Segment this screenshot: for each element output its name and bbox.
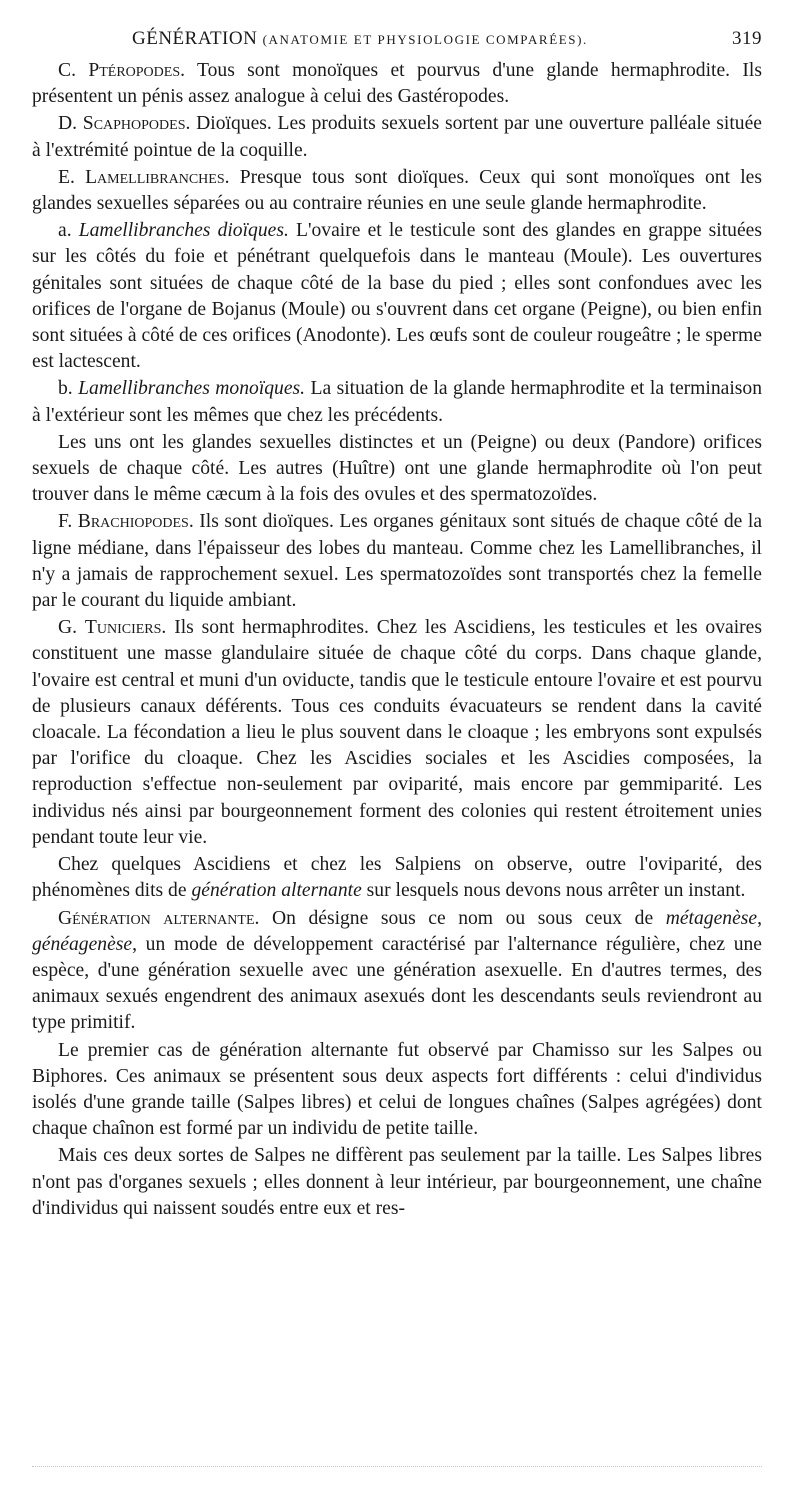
- page-number: 319: [732, 28, 762, 49]
- paragraph-text: Ils sont dioïques. Les organes génitaux sont situés de chaque côté de la ligne médiane, dans l'épaisseur des lobes du manteau. Comme chez les Lamellibranches, il n'y a jamais de rapprochement sexuel. Les spermatozoïdes sont transportés chez la femelle par le courant du liquide ambiant.: [32, 511, 763, 612]
- section-letter: C.: [58, 60, 89, 81]
- paragraph-text: , un mode de développement caractérisé par l'alternance régulière, chez une espèce, d'une génération sexuelle avec une génération asexuelle. En d'autres termes, des animaux sexués engendrent des animaux asexués dont les descendants seuls reviendront au type primitif.: [32, 933, 762, 1034]
- paragraph-lamellibranches-dioiques: [32, 218, 762, 375]
- paragraph-tuniciers: [32, 615, 762, 851]
- paragraph-scaphopodes: [32, 111, 762, 163]
- running-title-main: GÉNÉRATION: [132, 28, 258, 49]
- subsection-letter: a.: [58, 220, 79, 242]
- paragraph-text: sur lesquels nous devons nous arrêter un instant.: [361, 880, 746, 902]
- paragraph-lamellibranches: [32, 165, 762, 217]
- paragraph-text: Le premier cas de génération alternante fut observé par Chamisso sur les Salpes ou Biphores. Ces animaux se présentent sous deux aspects fort différents : celui d'individus isolés d'une grande taille (Salpes libres) et celui de longues chaînes (Salpes agrégées) dont chaque chaînon est formé par un individu de petite taille.: [32, 1039, 762, 1140]
- paragraph-text: ,: [757, 907, 762, 929]
- footer-rule: [32, 1466, 762, 1473]
- italic-term: généagenèse: [32, 933, 133, 955]
- running-title-sub: (ANATOMIE ET PHYSIOLOGIE COMPARÉES).: [262, 32, 588, 47]
- italic-term: métagenèse: [665, 907, 758, 929]
- paragraph-text: La situation de la glande hermaphrodite et la terminaison à l'extérieur sont les mêmes que chez les précédents.: [32, 378, 763, 426]
- italic-term: génération alternante: [191, 880, 362, 902]
- paragraph-text: Mais ces deux sortes de Salpes ne diffèrent pas seulement par la taille. Les Salpes libres n'ont pas d'organes sexuels ; elles donnent à leur intérieur, par bourgeonnement, une chaîne d'individus qui naissent soudés entre eux et res-: [32, 1145, 762, 1219]
- section-heading: Lamellibranches.: [85, 166, 230, 188]
- subsection-heading: Lamellibranches dioïques.: [78, 220, 289, 242]
- paragraph-text: On désigne sous ce nom ou sous ceux de: [259, 907, 666, 929]
- paragraph-text: Presque tous sont dioïques. Ceux qui sont monoïques ont les glandes sexuelles séparées ou au contraire réunies en une seule glande hermaphrodite.: [32, 166, 763, 215]
- paragraph-brachiopodes: [32, 509, 762, 614]
- subsection-letter: b.: [58, 378, 79, 400]
- running-title: [132, 28, 588, 50]
- section-letter: F.: [58, 511, 78, 533]
- paragraph-glandes-sexuelles: [32, 430, 762, 509]
- running-head: [32, 28, 762, 58]
- paragraph-text: Chez quelques Ascidiens et chez les Salpiens on observe, outre l'oviparité, des phénomènes dits de: [32, 854, 762, 902]
- section-letter: D.: [58, 113, 83, 135]
- section-heading: Génération alternante.: [58, 907, 260, 929]
- paragraph-lamellibranches-monoiques: [32, 376, 762, 428]
- paragraph-salpes: [32, 1143, 762, 1222]
- paragraph-text: Les uns ont les glandes sexuelles distinctes et un (Peigne) ou deux (Pandore) orifices sexuels de chaque côté. Les autres (Huître) ont une glande hermaphrodite où l'on peut trouver dans le même cæcum à la fois des ovules et des spermatozoïdes.: [32, 431, 762, 506]
- paragraph-text: L'ovaire et le testicule sont des glandes en grappe situées sur les côtés du foie et pénétrant quelquefois dans le manteau (Moule). Les ouvertures génitales sont situées de chaque côté de la base du pied ; elles sont confondues avec les orifices de l'organe de Bojanus (Moule) ou s'ouvrent dans cet organe (Peigne), ou bien enfin sont situées à côté de ces orifices (Anodonte). Les œufs sont de couleur rougeâtre ; le sperme est lactescent.: [32, 220, 762, 373]
- section-heading: Scaphopodes.: [82, 113, 191, 135]
- paragraph-pteropodes: [32, 58, 762, 110]
- body-text: [32, 58, 762, 1222]
- paragraph-generation-alternante: [32, 906, 762, 1037]
- section-heading: Tuniciers.: [84, 617, 167, 639]
- paragraph-ascidiens-salpiens: [32, 852, 762, 904]
- section-heading: Ptéropodes.: [88, 60, 186, 81]
- paragraph-text: Tous sont monoïques et pourvus d'une glande hermaphrodite. Ils présentent un pénis assez analogue à celui des Gastéropodes.: [32, 60, 762, 108]
- section-letter: E.: [58, 166, 86, 188]
- subsection-heading: Lamellibranches monoïques.: [78, 378, 306, 400]
- section-heading: Brachiopodes.: [77, 511, 194, 533]
- paragraph-chamisso: [32, 1038, 762, 1143]
- paragraph-text: Dioïques. Les produits sexuels sortent par une ouverture palléale située à l'extrémité pointue de la coquille.: [32, 113, 762, 161]
- section-letter: G.: [58, 617, 85, 639]
- page: [32, 28, 762, 1222]
- paragraph-text: Ils sont hermaphrodites. Chez les Ascidiens, les testicules et les ovaires constituent une masse glandulaire située de chaque côté du corps. Dans chaque glande, l'ovaire est central et muni d'un oviducte, tandis que le testicule entoure l'ovaire et est pourvu de plusieurs canaux déférents. Tous ces conduits évacuateurs se rendent dans la cavité cloacale. La fécondation a lieu le plus souvent dans le cloaque ; les embryons sont expulsés par l'orifice du cloaque. Chez les Ascidies sociales et les Ascidies composées, la reproduction s'effectue non-seulement par oviparité, mais encore par gemmiparité. Les individus nés ainsi par bourgeonnement forment des colonies qui restent étroitement unies pendant toute leur vie.: [32, 617, 762, 848]
